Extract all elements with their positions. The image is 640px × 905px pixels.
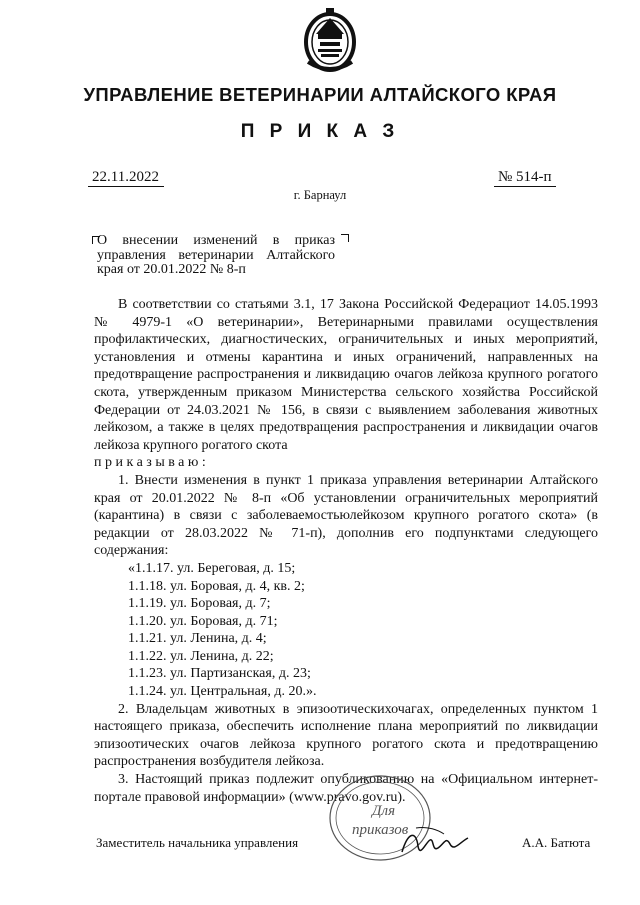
- order-body: [94, 296, 598, 806]
- order-subject: [97, 234, 335, 278]
- list-item: «1.1.17. ул. Береговая, д. 15;: [128, 560, 296, 576]
- coat-of-arms-icon: [294, 4, 366, 76]
- date-underline: [88, 186, 164, 187]
- order-number: № 514-п: [498, 169, 552, 185]
- list-item: 1.1.24. ул. Центральная, д. 20.».: [128, 684, 317, 700]
- subject-corner-right: [341, 234, 349, 242]
- stamp-text-1: Для: [372, 803, 396, 819]
- preamble: В соответствии со статьями 3.1, 17 Закона Российской Федерациот 14.05.1993 № 4979-1 «О ветеринарии», Ветеринарными правилами осуществления профилактических, диагностических, ограничительных и иных мероприятий, установления и отмены карантина и иных ограничений, направленных на предотвращение распространения и ликвидацию очагов лейкоза крупного рогатого скота, утвержденным приказом Министерства сельского хозяйства Российской Федерации от 24.03.2021 № 156, в связи с выявлением заболевания животных лейкозом, а также в целях предотвращения распространения и ликвидации очагов лейкоза крупного рогатого скота: [94, 297, 598, 453]
- signer-title: Заместитель начальника управления: [96, 835, 299, 850]
- order-word: приказываю:: [94, 455, 210, 471]
- signer-name: А.А. Батюта: [522, 835, 591, 850]
- subject-line: края от 20.01.2022 № 8-п: [97, 262, 246, 277]
- point-3: 3. Настоящий приказ подлежит опубликованию на «Официальном интернет-портале правовой информации» (www.pravo.gov.ru).: [94, 772, 598, 805]
- subject-line: управления ветеринарии Алтайского: [97, 247, 335, 263]
- list-item: 1.1.18. ул. Боровая, д. 4, кв. 2;: [128, 578, 305, 594]
- subject-line: О внесении изменений в приказ: [97, 233, 335, 248]
- list-item: 1.1.20. ул. Боровая, д. 71;: [128, 613, 278, 629]
- point-2: 2. Владельцам животных в эпизоотическихочагах, определенных пунктом 1 настоящего приказа, обеспечить исполнение плана мероприятий по ликвидации эпизоотических очагов лейкоза крупного рогатого скота и предотвращению распространения возбудителя лейкоза.: [94, 701, 598, 770]
- city: г. Барнаул: [293, 188, 347, 202]
- address-list: [94, 560, 598, 701]
- order-date: 22.11.2022: [92, 169, 159, 185]
- document-type: П Р И К А З: [240, 121, 400, 142]
- point-1: 1. Внести изменения в пункт 1 приказа управления ветеринарии Алтайского края от 20.01.2022 № 8-п «Об установлении ограничительных мероприятий (карантина) в связи с заболеваемостьюлейкозом крупного рогатого скота» (в редакции от 28.03.2022 № 71-п), дополнив его подпунктами следующего содержания:: [94, 472, 598, 559]
- list-item: 1.1.21. ул. Ленина, д. 4;: [128, 631, 267, 647]
- number-underline: [494, 186, 556, 187]
- agency-name: УПРАВЛЕНИЕ ВЕТЕРИНАРИИ АЛТАЙСКОГО КРАЯ: [83, 84, 557, 105]
- list-item: 1.1.23. ул. Партизанская, д. 23;: [128, 666, 311, 682]
- list-item: 1.1.19. ул. Боровая, д. 7;: [128, 596, 271, 612]
- list-item: 1.1.22. ул. Ленина, д. 22;: [128, 648, 274, 664]
- signature-icon: [398, 822, 472, 862]
- stamp-text-2: приказов: [352, 822, 409, 838]
